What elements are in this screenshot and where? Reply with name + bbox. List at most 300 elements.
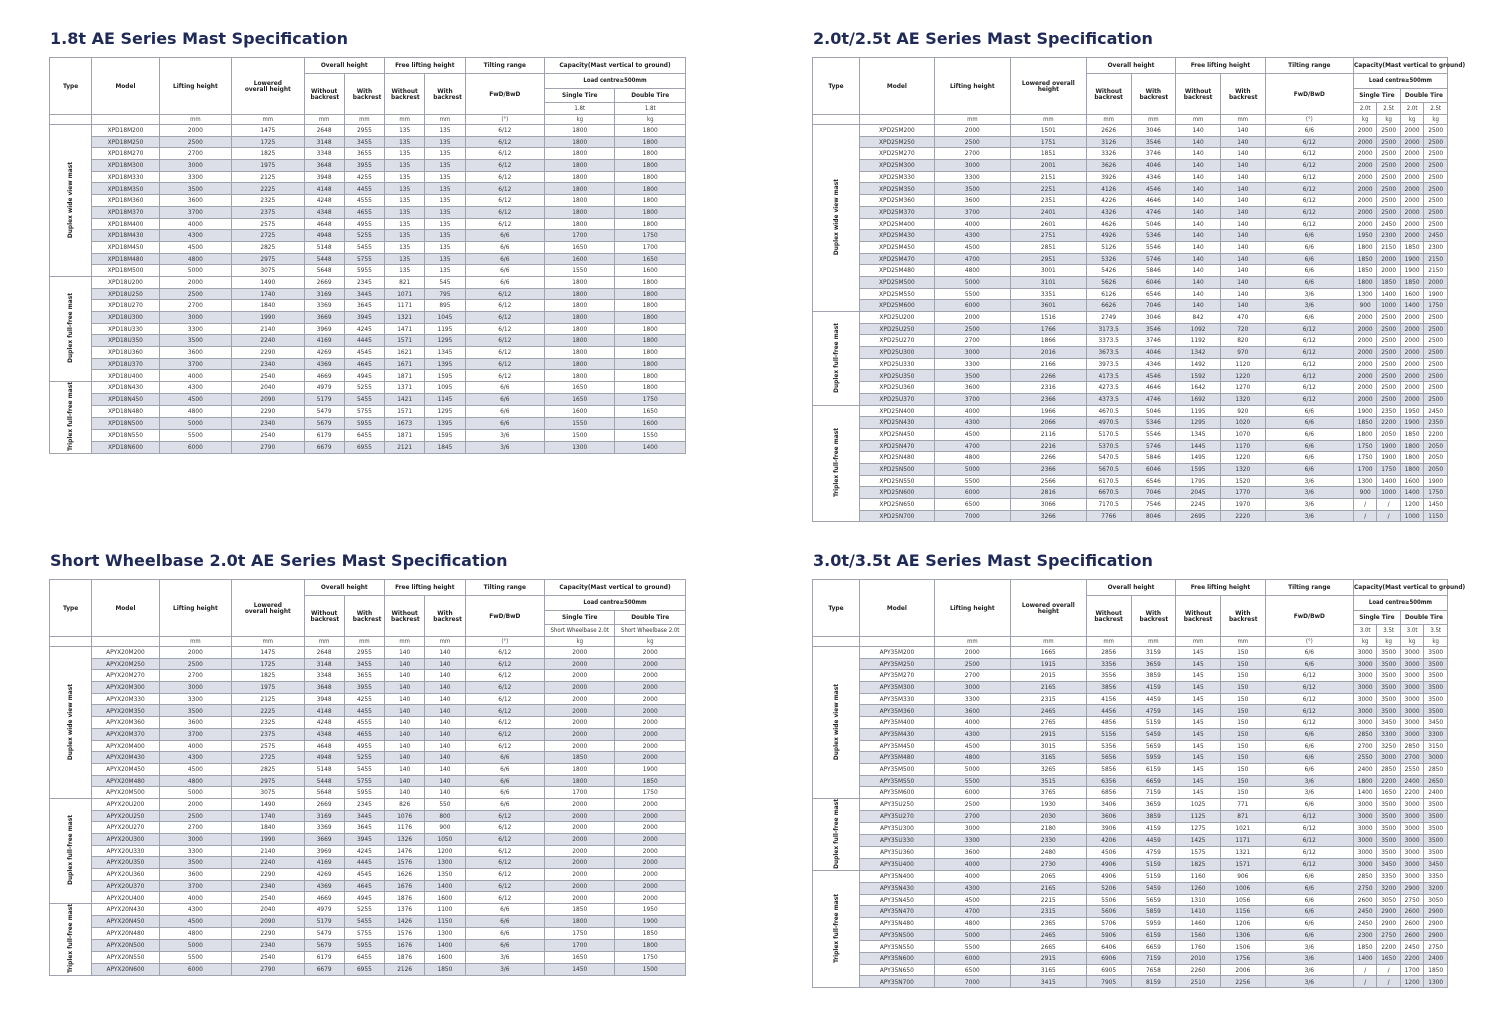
- value-cell: 1665: [1010, 647, 1086, 659]
- value-cell: 4800: [159, 927, 231, 939]
- value-cell: 2000: [1400, 183, 1423, 195]
- free-without-backrest-header: Without backrest: [385, 596, 425, 637]
- value-cell: 3000: [1400, 823, 1423, 835]
- value-cell: 6/12: [465, 288, 544, 300]
- value-cell: 1492: [1176, 358, 1221, 370]
- value-cell: 2500: [1377, 148, 1400, 160]
- value-cell: 2000: [615, 658, 686, 670]
- value-cell: 6/12: [465, 693, 544, 705]
- value-cell: 5159: [1131, 717, 1176, 729]
- value-cell: 2400: [1400, 775, 1423, 787]
- value-cell: 6/6: [1265, 428, 1353, 440]
- value-cell: /: [1377, 499, 1400, 511]
- value-cell: 3/6: [465, 963, 544, 975]
- model-cell: XPD18U360: [92, 347, 159, 359]
- model-cell: APY35N650: [859, 964, 934, 976]
- value-cell: 2000: [1400, 358, 1423, 370]
- double-tire-header: Double Tire: [1400, 89, 1447, 103]
- value-cell: 6/6: [1265, 658, 1353, 670]
- value-cell: 1800: [545, 206, 615, 218]
- value-cell: 140: [385, 647, 425, 659]
- overall-height-header: Overall height: [304, 580, 385, 596]
- value-cell: 3906: [1086, 823, 1131, 835]
- mast-type-label: Duplex wide view mast: [66, 161, 75, 238]
- table-row: [813, 463, 1448, 475]
- value-cell: 4746: [1131, 206, 1176, 218]
- table-row: [50, 230, 686, 242]
- table-row: [813, 487, 1448, 499]
- value-cell: 1950: [615, 904, 686, 916]
- value-cell: 1740: [232, 288, 304, 300]
- table-row: [813, 265, 1448, 277]
- value-cell: 3000: [934, 347, 1010, 359]
- value-cell: 6/6: [465, 253, 544, 265]
- table-row: [50, 382, 686, 394]
- value-cell: 3406: [1086, 798, 1131, 810]
- unit-cell: kg: [615, 115, 686, 125]
- model-cell: XPD18N600: [92, 441, 159, 453]
- value-cell: 2915: [1010, 728, 1086, 740]
- value-cell: 3606: [1086, 810, 1131, 822]
- value-cell: 1800: [1400, 452, 1423, 464]
- table-row: [813, 894, 1448, 906]
- value-cell: 4269: [304, 347, 344, 359]
- value-cell: 5000: [159, 417, 231, 429]
- value-cell: 4945: [344, 892, 384, 904]
- value-cell: 4346: [1131, 358, 1176, 370]
- value-cell: 2000: [1353, 335, 1376, 347]
- value-cell: 1966: [1010, 405, 1086, 417]
- value-cell: 2900: [1424, 929, 1448, 941]
- value-cell: /: [1353, 510, 1376, 522]
- value-cell: 140: [1220, 253, 1265, 265]
- unit-cell: kg: [1353, 115, 1376, 125]
- value-cell: 2050: [1424, 463, 1448, 475]
- value-cell: 3945: [344, 312, 384, 324]
- value-cell: 6/12: [465, 857, 544, 869]
- value-cell: 2575: [232, 740, 304, 752]
- value-cell: 1671: [385, 358, 425, 370]
- model-cell: XPD25N450: [859, 428, 934, 440]
- value-cell: 1400: [1400, 300, 1423, 312]
- value-cell: 3973.5: [1086, 358, 1131, 370]
- value-cell: 2000: [615, 728, 686, 740]
- value-cell: 5679: [304, 939, 344, 951]
- model-cell: XPD25M300: [859, 160, 934, 172]
- model-cell: XPD25U360: [859, 382, 934, 394]
- value-cell: 3600: [159, 869, 231, 881]
- value-cell: 4645: [344, 880, 384, 892]
- value-cell: 2000: [1400, 195, 1423, 207]
- value-cell: 1150: [1424, 510, 1448, 522]
- value-cell: 2400: [1424, 787, 1448, 799]
- tilting-range-header: Tilting range: [465, 580, 544, 596]
- value-cell: 1650: [1377, 953, 1400, 965]
- model-cell: APY35N450: [859, 894, 934, 906]
- value-cell: 5046: [1131, 405, 1176, 417]
- value-cell: 5455: [344, 394, 384, 406]
- value-cell: 1795: [1176, 475, 1221, 487]
- value-cell: 1750: [1353, 452, 1376, 464]
- value-cell: 3500: [159, 857, 231, 869]
- value-cell: 1750: [545, 927, 615, 939]
- value-cell: 4500: [934, 740, 1010, 752]
- value-cell: 1876: [385, 951, 425, 963]
- overall-without-backrest-header: Without backrest: [304, 74, 344, 115]
- model-cell: XPD18U270: [92, 300, 159, 312]
- free-with-backrest-header: With backrest: [1220, 596, 1265, 637]
- value-cell: 3300: [934, 171, 1010, 183]
- table-row: [50, 670, 686, 682]
- value-cell: 6/12: [1265, 183, 1353, 195]
- unit-cell: kg: [1400, 115, 1423, 125]
- model-cell: XPD25N400: [859, 405, 934, 417]
- value-cell: 2000: [545, 892, 615, 904]
- value-cell: 1850: [1353, 253, 1376, 265]
- value-cell: 2330: [1010, 835, 1086, 847]
- table-row: [813, 859, 1448, 871]
- double-tire-header: Double Tire: [615, 89, 686, 103]
- table-row: [50, 441, 686, 453]
- value-cell: 4555: [344, 195, 384, 207]
- value-cell: 1950: [1400, 405, 1423, 417]
- value-cell: 2500: [1424, 218, 1448, 230]
- value-cell: 1800: [615, 148, 686, 160]
- value-cell: 3351: [1010, 288, 1086, 300]
- value-cell: 1800: [545, 775, 615, 787]
- value-cell: 1825: [1176, 859, 1221, 871]
- type-header: Type: [813, 580, 860, 637]
- value-cell: 6455: [344, 951, 384, 963]
- table-row: [813, 300, 1448, 312]
- value-cell: 3000: [1353, 717, 1376, 729]
- value-cell: 4169: [304, 857, 344, 869]
- value-cell: 1800: [1353, 276, 1376, 288]
- value-cell: 5755: [344, 927, 384, 939]
- value-cell: 2066: [1010, 417, 1086, 429]
- value-cell: 150: [1220, 658, 1265, 670]
- model-cell: XPD25U370: [859, 393, 934, 405]
- value-cell: 2000: [615, 705, 686, 717]
- value-cell: 150: [1220, 647, 1265, 659]
- model-cell: APYX20M360: [92, 717, 159, 729]
- model-cell: XPD18U300: [92, 312, 159, 324]
- value-cell: 2090: [232, 916, 304, 928]
- value-cell: 5955: [344, 265, 384, 277]
- value-cell: 3126: [1086, 136, 1131, 148]
- value-cell: 1275: [1176, 823, 1221, 835]
- mast-type-label: Duplex wide view mast: [831, 179, 840, 256]
- value-cell: 6/12: [465, 670, 544, 682]
- value-cell: 2790: [232, 963, 304, 975]
- model-cell: APYX20U330: [92, 845, 159, 857]
- value-cell: 3500: [159, 183, 231, 195]
- value-cell: 2165: [1010, 882, 1086, 894]
- value-cell: 6/12: [465, 728, 544, 740]
- value-cell: 3600: [159, 195, 231, 207]
- table-title: 3.0t/3.5t AE Series Mast Specification: [813, 551, 1153, 570]
- value-cell: 2166: [1010, 358, 1086, 370]
- value-cell: 1650: [545, 241, 615, 253]
- value-cell: 4906: [1086, 871, 1131, 883]
- value-cell: 145: [1176, 717, 1221, 729]
- value-cell: 4800: [159, 775, 231, 787]
- model-cell: XPD25M250: [859, 136, 934, 148]
- value-cell: 2000: [615, 869, 686, 881]
- table-row: [50, 822, 686, 834]
- single-tire-header: Single Tire: [545, 89, 615, 103]
- value-cell: 2500: [1377, 358, 1400, 370]
- value-cell: 3500: [1424, 682, 1448, 694]
- value-cell: 1425: [1176, 835, 1221, 847]
- value-cell: 2500: [159, 288, 231, 300]
- value-cell: 3500: [1377, 835, 1400, 847]
- free-lifting-height-header: Free lifting height: [385, 58, 466, 74]
- value-cell: 2725: [232, 752, 304, 764]
- table-row: [50, 963, 686, 975]
- value-cell: 140: [1176, 276, 1221, 288]
- value-cell: 2350: [1377, 405, 1400, 417]
- value-cell: 6/6: [1265, 253, 1353, 265]
- value-cell: 6/12: [465, 370, 544, 382]
- value-cell: 3000: [1353, 670, 1376, 682]
- unit-blank: [50, 115, 92, 125]
- value-cell: 2450: [1424, 230, 1448, 242]
- value-cell: 140: [1220, 241, 1265, 253]
- value-cell: 1800: [615, 300, 686, 312]
- value-cell: 1750: [1424, 487, 1448, 499]
- value-cell: 3050: [1424, 894, 1448, 906]
- value-cell: 3300: [934, 693, 1010, 705]
- value-cell: 3015: [1010, 740, 1086, 752]
- value-cell: 1400: [1377, 475, 1400, 487]
- table-row: [50, 904, 686, 916]
- value-cell: 3500: [1424, 810, 1448, 822]
- value-cell: 1800: [615, 171, 686, 183]
- value-cell: 5206: [1086, 882, 1131, 894]
- value-cell: 1800: [545, 916, 615, 928]
- spec-table-block-1-8t: [49, 29, 686, 454]
- value-cell: 140: [385, 775, 425, 787]
- value-cell: 1900: [615, 916, 686, 928]
- value-cell: 3300: [159, 845, 231, 857]
- value-cell: 140: [385, 752, 425, 764]
- value-cell: 2215: [1010, 894, 1086, 906]
- table-row: [50, 916, 686, 928]
- value-cell: 3/6: [1265, 300, 1353, 312]
- value-cell: 2065: [1010, 871, 1086, 883]
- model-cell: XPD18N480: [92, 405, 159, 417]
- value-cell: 2016: [1010, 347, 1086, 359]
- value-cell: 3200: [1424, 882, 1448, 894]
- model-cell: XPD25U200: [859, 312, 934, 324]
- value-cell: 145: [1176, 693, 1221, 705]
- table-row: [813, 810, 1448, 822]
- value-cell: 7046: [1131, 487, 1176, 499]
- value-cell: 3673.5: [1086, 347, 1131, 359]
- value-cell: 140: [1176, 288, 1221, 300]
- value-cell: 4269: [304, 869, 344, 881]
- value-cell: 4445: [344, 857, 384, 869]
- value-cell: 3655: [344, 148, 384, 160]
- value-cell: 2000: [1353, 218, 1376, 230]
- value-cell: 140: [385, 705, 425, 717]
- value-cell: 6/6: [465, 405, 544, 417]
- value-cell: 2500: [1424, 335, 1448, 347]
- value-cell: 4500: [934, 241, 1010, 253]
- value-cell: 3348: [304, 670, 344, 682]
- table-row: [50, 728, 686, 740]
- value-cell: 6406: [1086, 941, 1131, 953]
- table-row: [50, 218, 686, 230]
- unit-cell: mm: [159, 637, 231, 647]
- mast-type-cell: [50, 382, 92, 453]
- unit-cell: kg: [1377, 637, 1400, 647]
- table-row: [50, 798, 686, 810]
- value-cell: 4700: [934, 253, 1010, 265]
- value-cell: 1160: [1176, 871, 1221, 883]
- value-cell: 135: [385, 125, 425, 137]
- value-cell: 4369: [304, 880, 344, 892]
- fwd-bwd-header: FwD/BwD: [465, 596, 544, 637]
- value-cell: 2500: [1377, 183, 1400, 195]
- value-cell: 2700: [934, 335, 1010, 347]
- value-cell: 4700: [934, 440, 1010, 452]
- value-cell: 3500: [1377, 705, 1400, 717]
- value-cell: 1310: [1176, 894, 1221, 906]
- value-cell: 6/12: [1265, 218, 1353, 230]
- value-cell: 2260: [1176, 964, 1221, 976]
- value-cell: 1156: [1220, 906, 1265, 918]
- model-cell: XPD18N450: [92, 394, 159, 406]
- model-cell: APYX20N430: [92, 904, 159, 916]
- model-cell: APYX20N480: [92, 927, 159, 939]
- value-cell: 3/6: [1265, 475, 1353, 487]
- value-cell: 1850: [1400, 428, 1423, 440]
- value-cell: 2040: [232, 382, 304, 394]
- value-cell: 2500: [1424, 312, 1448, 324]
- value-cell: 4445: [344, 335, 384, 347]
- single-tire-header: Single Tire: [1353, 611, 1400, 625]
- value-cell: 6/6: [465, 927, 544, 939]
- value-cell: 2050: [1377, 428, 1400, 440]
- value-cell: 1576: [385, 857, 425, 869]
- model-cell: XPD25M200: [859, 125, 934, 137]
- value-cell: 140: [425, 682, 465, 694]
- value-cell: 3000: [159, 312, 231, 324]
- value-cell: 2730: [1010, 859, 1086, 871]
- value-cell: 1850: [615, 775, 686, 787]
- model-cell: APYX20U360: [92, 869, 159, 881]
- table-row: [813, 218, 1448, 230]
- value-cell: 2366: [1010, 393, 1086, 405]
- table-row: [50, 405, 686, 417]
- model-cell: APY35N600: [859, 953, 934, 965]
- value-cell: 3350: [1377, 871, 1400, 883]
- value-cell: 2510: [1176, 976, 1221, 988]
- value-cell: 140: [385, 658, 425, 670]
- value-cell: 6000: [159, 963, 231, 975]
- value-cell: 1295: [1176, 417, 1221, 429]
- value-cell: 1800: [545, 276, 615, 288]
- value-cell: 4646: [1131, 382, 1176, 394]
- value-cell: 140: [425, 647, 465, 659]
- lifting-height-header: Lifting height: [159, 58, 231, 115]
- value-cell: 2000: [615, 822, 686, 834]
- value-cell: 5659: [1131, 740, 1176, 752]
- table-row: [813, 752, 1448, 764]
- value-cell: 3046: [1131, 312, 1176, 324]
- value-cell: 4148: [304, 705, 344, 717]
- value-cell: 2256: [1220, 976, 1265, 988]
- value-cell: 140: [1220, 288, 1265, 300]
- table-row: [813, 405, 1448, 417]
- value-cell: 5659: [1131, 894, 1176, 906]
- value-cell: 2700: [934, 670, 1010, 682]
- value-cell: 2500: [1377, 347, 1400, 359]
- mast-type-label: Duplex wide view mast: [66, 683, 75, 760]
- value-cell: 2825: [232, 763, 304, 775]
- value-cell: 1200: [425, 845, 465, 857]
- value-cell: 6/12: [1265, 682, 1353, 694]
- value-cell: 1750: [1377, 463, 1400, 475]
- value-cell: 2000: [1353, 370, 1376, 382]
- value-cell: 140: [425, 693, 465, 705]
- value-cell: 1306: [1220, 929, 1265, 941]
- mast-type-cell: [50, 276, 92, 381]
- value-cell: 6/6: [1265, 463, 1353, 475]
- tonnage-subheader: 2.0t: [1353, 103, 1376, 115]
- value-cell: 1800: [545, 195, 615, 207]
- value-cell: 1850: [615, 927, 686, 939]
- model-cell: XPD25N650: [859, 499, 934, 511]
- value-cell: 1800: [545, 125, 615, 137]
- value-cell: 3500: [159, 335, 231, 347]
- value-cell: 2500: [934, 798, 1010, 810]
- value-cell: 2700: [1353, 740, 1376, 752]
- table-row: [50, 845, 686, 857]
- value-cell: 135: [385, 230, 425, 242]
- value-cell: 1800: [545, 358, 615, 370]
- value-cell: 3626: [1086, 160, 1131, 172]
- value-cell: 4455: [344, 705, 384, 717]
- value-cell: 6/6: [465, 798, 544, 810]
- table-row: [813, 693, 1448, 705]
- value-cell: 1900: [615, 763, 686, 775]
- value-cell: 2540: [232, 892, 304, 904]
- value-cell: 3859: [1131, 810, 1176, 822]
- value-cell: 5179: [304, 916, 344, 928]
- unit-cell: (°): [1265, 115, 1353, 125]
- value-cell: 140: [425, 787, 465, 799]
- value-cell: 2266: [1010, 452, 1086, 464]
- value-cell: 2000: [1353, 183, 1376, 195]
- value-cell: 5755: [344, 405, 384, 417]
- tonnage-subheader: 3.5t: [1424, 625, 1448, 637]
- table-row: [50, 276, 686, 288]
- value-cell: 2669: [304, 276, 344, 288]
- value-cell: 900: [1353, 300, 1376, 312]
- value-cell: 5846: [1131, 452, 1176, 464]
- model-cell: XPD25M480: [859, 265, 934, 277]
- value-cell: 1800: [615, 370, 686, 382]
- mast-type-label: Duplex full-free mast: [66, 293, 75, 364]
- value-cell: 5346: [1131, 417, 1176, 429]
- unit-blank: [92, 637, 159, 647]
- model-cell: APY35M300: [859, 682, 934, 694]
- value-cell: 2500: [1424, 323, 1448, 335]
- value-cell: 3600: [934, 195, 1010, 207]
